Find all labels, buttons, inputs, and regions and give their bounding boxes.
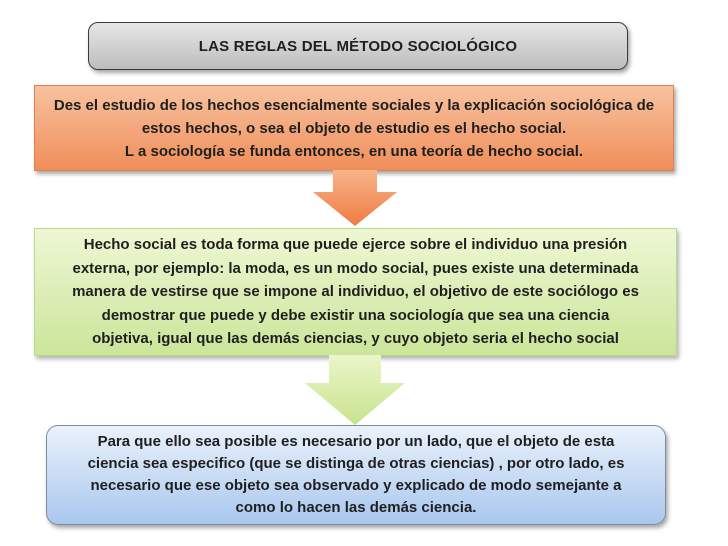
blue-box-text bbox=[88, 431, 625, 519]
blue-box-line: ciencia sea especifico (que se distinga de otras ciencias) , por otro lado, es bbox=[87, 455, 625, 472]
blue-box-line: necesario que ese objeto sea observado y explicado de modo semejante a bbox=[90, 477, 622, 494]
orange-box bbox=[34, 85, 674, 171]
diagram-title-text: LAS REGLAS DEL MÉTODO SOCIOLÓGICO bbox=[198, 37, 518, 55]
green-box-line: manera de vestirse que se impone al individuo, el objetivo de este sociólogo es bbox=[72, 283, 639, 301]
orange-box-line: L a sociología se funda entonces, en una teoría de hecho social. bbox=[124, 142, 584, 160]
blue-box-line: como lo hacen las demás ciencia. bbox=[235, 499, 477, 516]
green-box-line: Hecho social es toda forma que puede ejerce sobre el individuo una presión bbox=[83, 236, 628, 254]
green-down-arrow bbox=[305, 355, 405, 425]
green-box-line: objetiva, igual que las demás ciencias, y cuyo objeto seria el hecho social bbox=[92, 330, 619, 348]
blue-box bbox=[46, 425, 666, 525]
green-box bbox=[34, 228, 677, 356]
orange-box-line: Des el estudio de los hechos esencialmente sociales y la explicación sociológica de bbox=[53, 96, 655, 114]
orange-box-line: estos hechos, o sea el objeto de estudio es el hecho social. bbox=[141, 119, 567, 137]
green-box-line: demostrar que puede y debe existir una sociología que sea una ciencia bbox=[101, 306, 610, 324]
green-box-text bbox=[72, 233, 639, 351]
green-box-line: externa, por ejemplo: la moda, es un modo social, pues existe una determinada bbox=[72, 259, 639, 277]
blue-box-line: Para que ello sea posible es necesario por un lado, que el objeto de esta bbox=[97, 433, 615, 450]
orange-down-arrow bbox=[313, 170, 397, 226]
orange-box-text bbox=[54, 94, 654, 163]
diagram-title bbox=[88, 22, 628, 70]
